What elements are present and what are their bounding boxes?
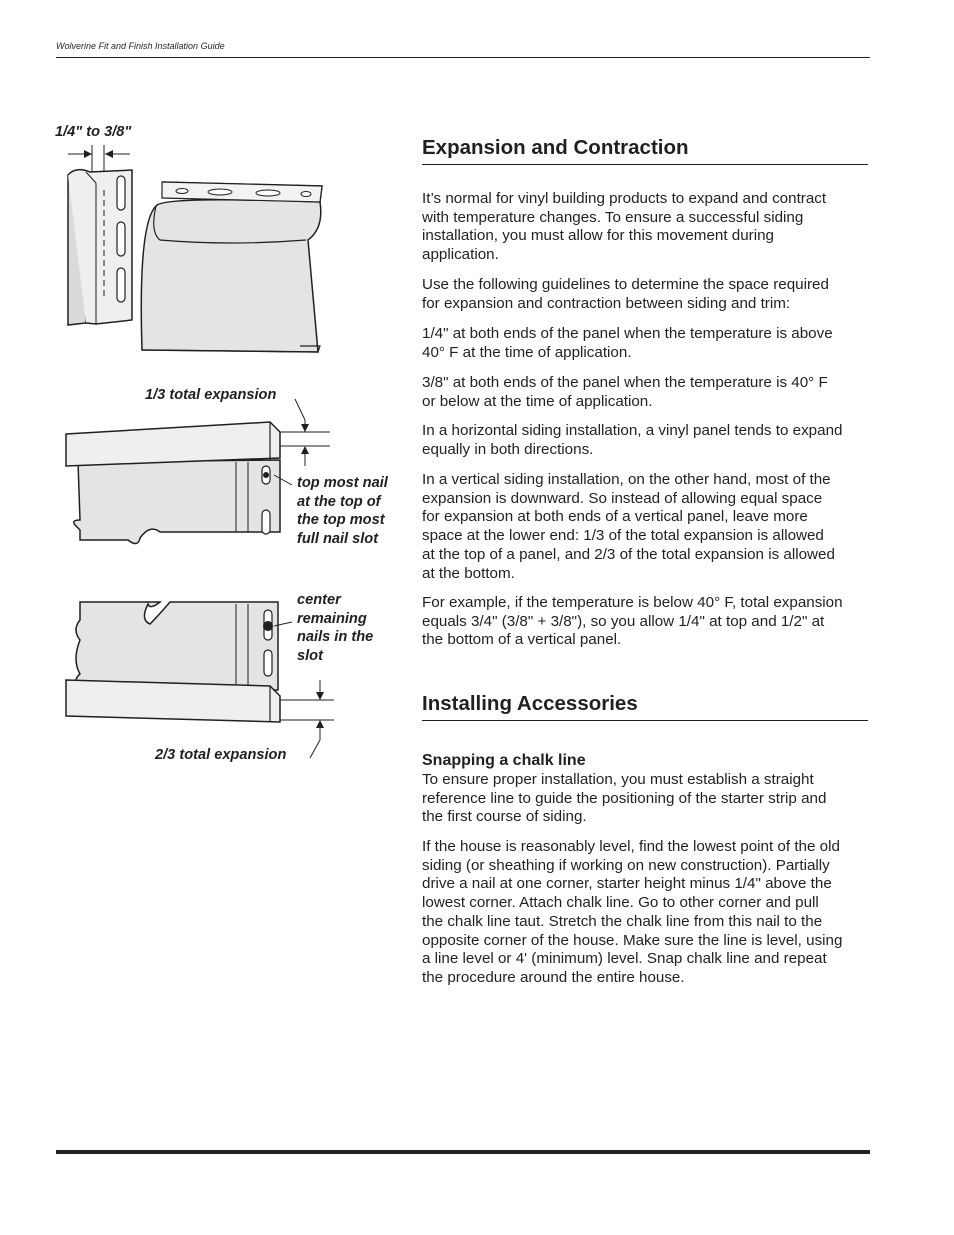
chalk-line-subtitle: Snapping a chalk line — [422, 752, 586, 769]
expansion-paragraph: It’s normal for vinyl building products to expand and contract with temperature changes. To ensure a successful siding installation, you must allow for this movement during application. — [422, 190, 827, 264]
accessories-paragraph: To ensure proper installation, you must establish a straight reference line to guide the positioning of the starter strip and the first course of siding. — [422, 771, 827, 826]
expansion-paragraph: In a vertical siding installation, on the other hand, most of the expansion is downward. So instead of allowing equal space for expansion at both ends of a vertical panel, leave more space at the lower end: 1/3 of the total expansion is allowed at the top of a panel, and 2/3 of the total expansion is allowed at the bottom. — [422, 471, 835, 582]
accessories-title: Installing Accessories — [422, 692, 868, 721]
expansion-paragraph: Use the following guidelines to determine the space required for expansion and contraction between siding and trim: — [422, 276, 829, 312]
gap-label: 1/4" to 3/8" — [55, 124, 132, 140]
top-nail-label: top most nail at the top of the top most full nail slot — [297, 475, 388, 547]
expansion-paragraph: 1/4" at both ends of the panel when the temperature is above 40° F at the time of application. — [422, 325, 833, 361]
expansion-title: Expansion and Contraction — [422, 136, 868, 165]
top-expansion-label: 1/3 total expansion — [145, 387, 277, 403]
illustration-area — [0, 0, 420, 800]
bottom-expansion-label: 2/3 total expansion — [155, 747, 287, 763]
expansion-paragraph: In a horizontal siding installation, a vinyl panel tends to expand equally in both directions. — [422, 422, 843, 458]
expansion-paragraph: For example, if the temperature is below 40° F, total expansion equals 3/4" (3/8" + 3/8"), so you allow 1/4" at top and 1/2" at the bottom of a vertical panel. — [422, 594, 843, 649]
accessories-paragraph: If the house is reasonably level, find the lowest point of the old siding (or sheathing if working on new construction). Partially drive a nail at one corner, starter height minus 1/4" above the lowest corner. Attach chalk line. Go to other corner and pull the chalk line taut. Stretch the chalk line from this nail to the opposite corner of the house. Make sure the line is level, using a line level or 4' (minimum) level. Snap chalk line and repeat the procedure around the entire house. — [422, 838, 843, 986]
expansion-paragraph: 3/8" at both ends of the panel when the temperature is 40° F or below at the time of application. — [422, 374, 828, 410]
running-head: Wolverine Fit and Finish Installation Guide — [56, 41, 225, 51]
footer-rule — [56, 1150, 870, 1154]
center-nails-label: center remaining nails in the slot — [297, 592, 374, 664]
